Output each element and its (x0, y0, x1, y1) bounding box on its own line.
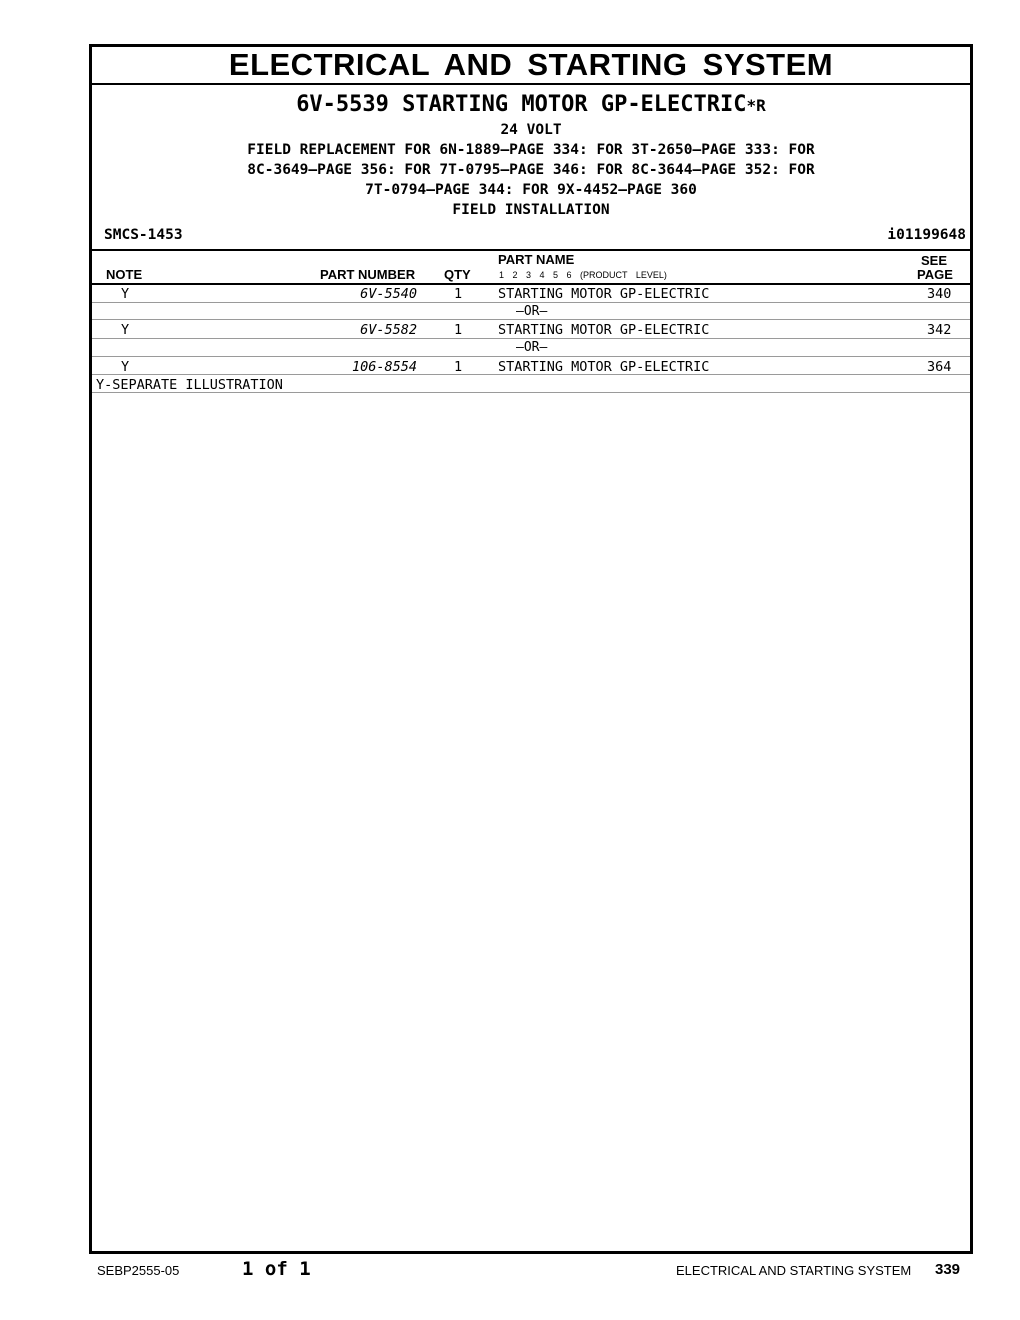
footer-section-title: ELECTRICAL AND STARTING SYSTEM (676, 1263, 912, 1278)
page-header: PAGE (917, 267, 953, 282)
page-number: 339 (935, 1261, 961, 1278)
row-part-name: STARTING MOTOR GP-ELECTRIC (498, 286, 710, 302)
row-qty: 1 (454, 359, 463, 375)
row-part-number: 6V-5582 (360, 322, 417, 338)
table-top-rule (92, 249, 970, 251)
or-separator: —OR— (516, 340, 548, 355)
row-qty: 1 (454, 286, 463, 302)
row-part-number: 106-8554 (351, 359, 417, 375)
footnote-rule (92, 392, 970, 393)
row-note: Y (121, 322, 130, 338)
document-number: SEBP2555-05 (97, 1263, 180, 1278)
replacement-line-2: 8C-3649—PAGE 356: FOR 7T-0795—PAGE 346: FOR 8C-3644—PAGE 352: FOR (247, 162, 815, 178)
header-bottom-rule (92, 283, 970, 285)
part-number-header: PART NUMBER (320, 267, 416, 282)
group-header (92, 91, 970, 220)
footnote: Y-SEPARATE ILLUSTRATION (96, 377, 283, 393)
row-divider (92, 374, 970, 375)
row-divider (92, 319, 970, 320)
smcs-code: SMCS-1453 (104, 227, 183, 243)
page-frame (89, 44, 973, 1254)
document-id: i01199648 (887, 227, 966, 243)
or-separator: —OR— (516, 304, 548, 319)
replacement-line-3: 7T-0794—PAGE 344: FOR 9X-4452—PAGE 360 (365, 182, 697, 198)
installation-note: FIELD INSTALLATION (452, 202, 610, 218)
row-divider (92, 302, 970, 303)
row-see-page: 340 (927, 286, 952, 302)
note-header: NOTE (106, 267, 143, 282)
see-header: SEE (921, 253, 948, 268)
row-see-page: 342 (927, 322, 952, 338)
row-note: Y (121, 286, 130, 302)
voltage: 24 VOLT (500, 122, 562, 138)
group-title: 6V-5539 STARTING MOTOR GP-ELECTRIC (296, 92, 747, 117)
replacement-line-1: FIELD REPLACEMENT FOR 6N-1889—PAGE 334: FOR 3T-2650—PAGE 333: FOR (247, 142, 815, 158)
product-level-header: 1 2 3 4 5 6 (PRODUCT LEVEL) (499, 270, 667, 280)
group-title-line (92, 91, 970, 120)
row-divider (92, 338, 970, 339)
row-qty: 1 (454, 322, 463, 338)
group-marker: *R (746, 96, 766, 115)
section-title: ELECTRICAL AND STARTING SYSTEM (92, 47, 970, 85)
row-part-name: STARTING MOTOR GP-ELECTRIC (498, 359, 710, 375)
page-count: 1 of 1 (242, 1258, 311, 1280)
row-divider (92, 356, 970, 357)
row-see-page: 364 (927, 359, 952, 375)
row-part-number: 6V-5540 (360, 286, 417, 302)
row-note: Y (121, 359, 130, 375)
qty-header: QTY (444, 267, 471, 282)
row-part-name: STARTING MOTOR GP-ELECTRIC (498, 322, 710, 338)
part-name-header: PART NAME (498, 252, 575, 267)
